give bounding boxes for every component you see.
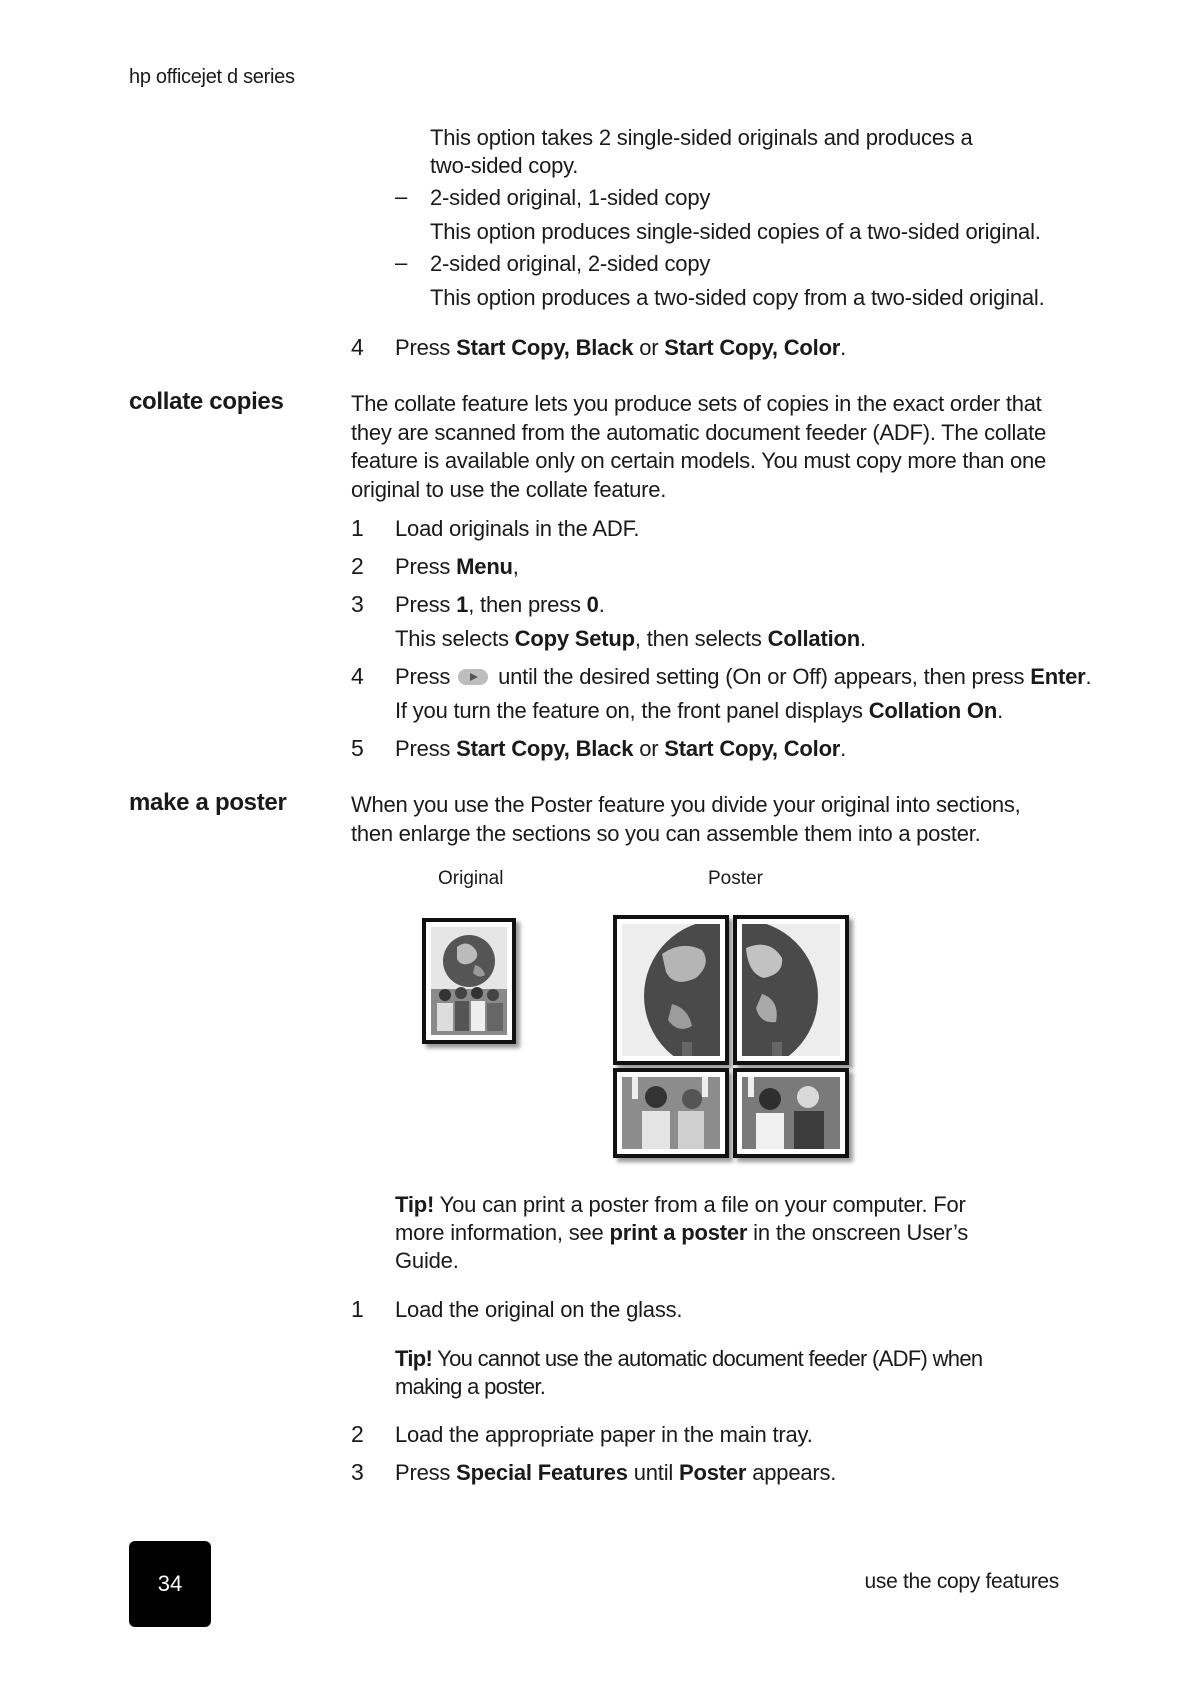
globe-right-photo <box>742 924 840 1056</box>
step-text: Press until the desired setting (On or Off) appears, then press Enter. <box>395 664 1092 689</box>
step-text: Load originals in the ADF. <box>395 516 640 541</box>
original-image <box>422 918 516 1044</box>
step-text: Press Start Copy, Black or Start Copy, Color. <box>395 335 847 360</box>
caption-poster: Poster <box>708 868 763 889</box>
step-text: Load the original on the glass. <box>395 1297 683 1322</box>
running-header: hp officejet d series <box>129 66 295 88</box>
option-dash: – <box>395 250 408 275</box>
step-text: Press Start Copy, Black or Start Copy, Color. <box>395 736 847 761</box>
step-number: 4 <box>351 663 364 689</box>
globe-left-photo <box>622 924 720 1056</box>
running-footer: use the copy features <box>864 1570 1059 1593</box>
step-number: 5 <box>351 735 364 761</box>
option-label: 2-sided original, 1-sided copy <box>430 185 711 210</box>
option-intro: This option takes 2 single-sided originals and produces a two-sided copy. <box>430 125 973 178</box>
globe-children-photo <box>431 927 507 1035</box>
option-dash: – <box>395 184 408 209</box>
children-left-photo <box>622 1077 720 1149</box>
step-number: 3 <box>351 1459 364 1485</box>
section-heading-poster: make a poster <box>129 789 287 816</box>
step-number: 2 <box>351 553 364 579</box>
step-subtext: This selects Copy Setup, then selects Collation. <box>395 626 866 651</box>
option-label: 2-sided original, 2-sided copy <box>430 251 711 276</box>
poster-tile <box>613 1068 729 1158</box>
step-text: Press Special Features until Poster appears. <box>395 1460 837 1485</box>
children-right-photo <box>742 1077 840 1149</box>
section-heading-collate: collate copies <box>129 388 284 415</box>
step-number: 3 <box>351 591 364 617</box>
tip-note: Tip! You cannot use the automatic document feeder (ADF) when making a poster. <box>395 1346 983 1399</box>
step-number: 4 <box>351 334 364 360</box>
collate-paragraph: The collate feature lets you produce sets of copies in the exact order that they are scanned from the automatic document feeder (ADF). The collate feature is available only on certain models. You must copy more than one original to use the collate feature. <box>351 391 1047 502</box>
poster-tile <box>733 1068 849 1158</box>
poster-tile <box>613 915 729 1065</box>
step-number: 2 <box>351 1421 364 1447</box>
step-text: Press Menu, <box>395 554 519 579</box>
page-number: 34 <box>129 1541 211 1627</box>
step-text: Press 1, then press 0. <box>395 592 605 617</box>
poster-paragraph: When you use the Poster feature you divide your original into sections, then enlarge the sections so you can assemble them into a poster. <box>351 792 1021 846</box>
step-number: 1 <box>351 515 364 541</box>
caption-original: Original <box>438 868 504 889</box>
poster-tile <box>733 915 849 1065</box>
arrow-button-icon <box>458 669 488 685</box>
option-desc: This option produces a two-sided copy from a two-sided original. <box>430 285 1045 310</box>
step-text: Load the appropriate paper in the main tray. <box>395 1422 813 1447</box>
step-subtext: If you turn the feature on, the front panel displays Collation On. <box>395 698 1003 723</box>
tip-note: Tip! You can print a poster from a file on your computer. For more information, see print a poster in the onscreen User’s Guide. <box>395 1192 969 1273</box>
step-number: 1 <box>351 1296 364 1322</box>
option-desc: This option produces single-sided copies of a two-sided original. <box>430 219 1041 244</box>
